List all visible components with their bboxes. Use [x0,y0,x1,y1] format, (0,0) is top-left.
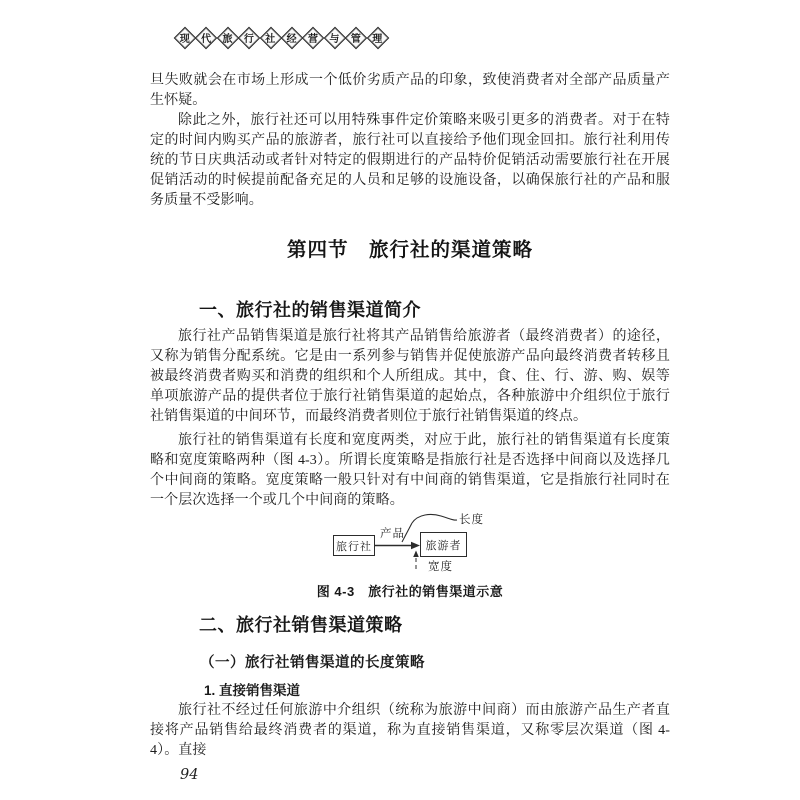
badge-char: 与 [329,33,340,45]
paragraph-channel-definition: 旅行社产品销售渠道是旅行社将其产品销售给旅游者（最终消费者）的途径，又称为销售分配系统。它是由一系列参与销售并促使旅游产品向最终消费者转移且被最终消费者购买和消费的组织和个人所组成。其中，食、住、行、游、购、娱等单项旅游产品的提供者位于旅行社销售渠道的起始点，各种旅游中介组织位于旅行社销售渠道的中间环节，而最终消费者则位于旅行社销售渠道的终点。 [150,329,670,424]
header-series-title [174,26,388,48]
badge-char: 理 [372,33,383,45]
header-badge [195,26,216,48]
subheading-direct-channel: 1. 直接销售渠道 [204,683,301,698]
subheading-length-strategy: （一）旅行社销售渠道的长度策略 [200,655,425,671]
badge-char: 现 [179,33,190,45]
paragraph-carryover: 旦失败就会在市场上形成一个低价劣质产品的印象，致使消费者对全部产品质量产生怀疑。 [150,73,670,108]
heading-channel-strategy: 二、旅行社销售渠道策略 [199,615,403,635]
header-badge [302,26,323,48]
header-badge [217,26,238,48]
page-number: 94 [180,767,199,783]
figure-box-travel-agency: 旅行社 [333,535,375,556]
header-badge [260,26,281,48]
heading-channel-intro: 一、旅行社的销售渠道简介 [199,300,421,320]
figure-box-tourist: 旅游者 [420,532,467,557]
badge-char: 营 [308,33,319,45]
section-title: 第四节 旅行社的渠道策略 [286,238,533,261]
figure-label-product: 产品 [380,528,405,540]
width-pointer-arrow-head [413,551,419,558]
badge-char: 经 [286,33,297,45]
figure-4-3-diagram [0,505,800,583]
paragraph-length-width: 旅行社的销售渠道有长度和宽度两类，对应于此，旅行社的销售渠道有长度策略和宽度策略两种（图 4-3）。所谓长度策略是指旅行社是否选择中间商以及选择几个中间商的策略。宽度策略一般只针对有中间商的销售渠道，它是指旅行社同时在一个层次选择一个或几个中间商的策略。 [150,433,670,508]
paragraph-direct-channel: 旅行社不经过任何旅游中介组织（统称为旅游中间商）而由旅游产品生产者直接将产品销售给最终消费者的渠道，称为直接销售渠道，又称零层次渠道（图 4-4）。直接 [150,703,670,758]
badge-char: 代 [201,33,212,45]
badge-char: 旅 [222,33,233,45]
header-badge [324,26,345,48]
length-pointer-curve [412,514,457,523]
header-badge [238,26,259,48]
header-badge [281,26,302,48]
figure-lines [0,505,800,583]
badge-char: 社 [265,33,276,45]
header-badge [174,26,195,48]
header-badge [367,26,388,48]
paragraph-pricing-strategy: 除此之外，旅行社还可以用特殊事件定价策略来吸引更多的消费者。对于在特定的时间内购买产品的旅游者，旅行社可以直接给予他们现金回扣。旅行社利用传统的节日庆典活动或者针对特定的假期进行的产品特价促销活动需要旅行社在开展促销活动的时候提前配备充足的人员和足够的设施设备，以确保旅行社的产品和服务质量不受影响。 [150,113,670,208]
figure-label-width: 宽度 [428,561,453,573]
channel-arrow-head [411,542,420,549]
figure-caption: 图 4-3 旅行社的销售渠道示意 [316,584,504,599]
badge-char: 管 [350,33,361,45]
figure-label-length: 长度 [459,514,484,526]
badge-char: 行 [243,33,254,45]
header-badge [345,26,366,48]
